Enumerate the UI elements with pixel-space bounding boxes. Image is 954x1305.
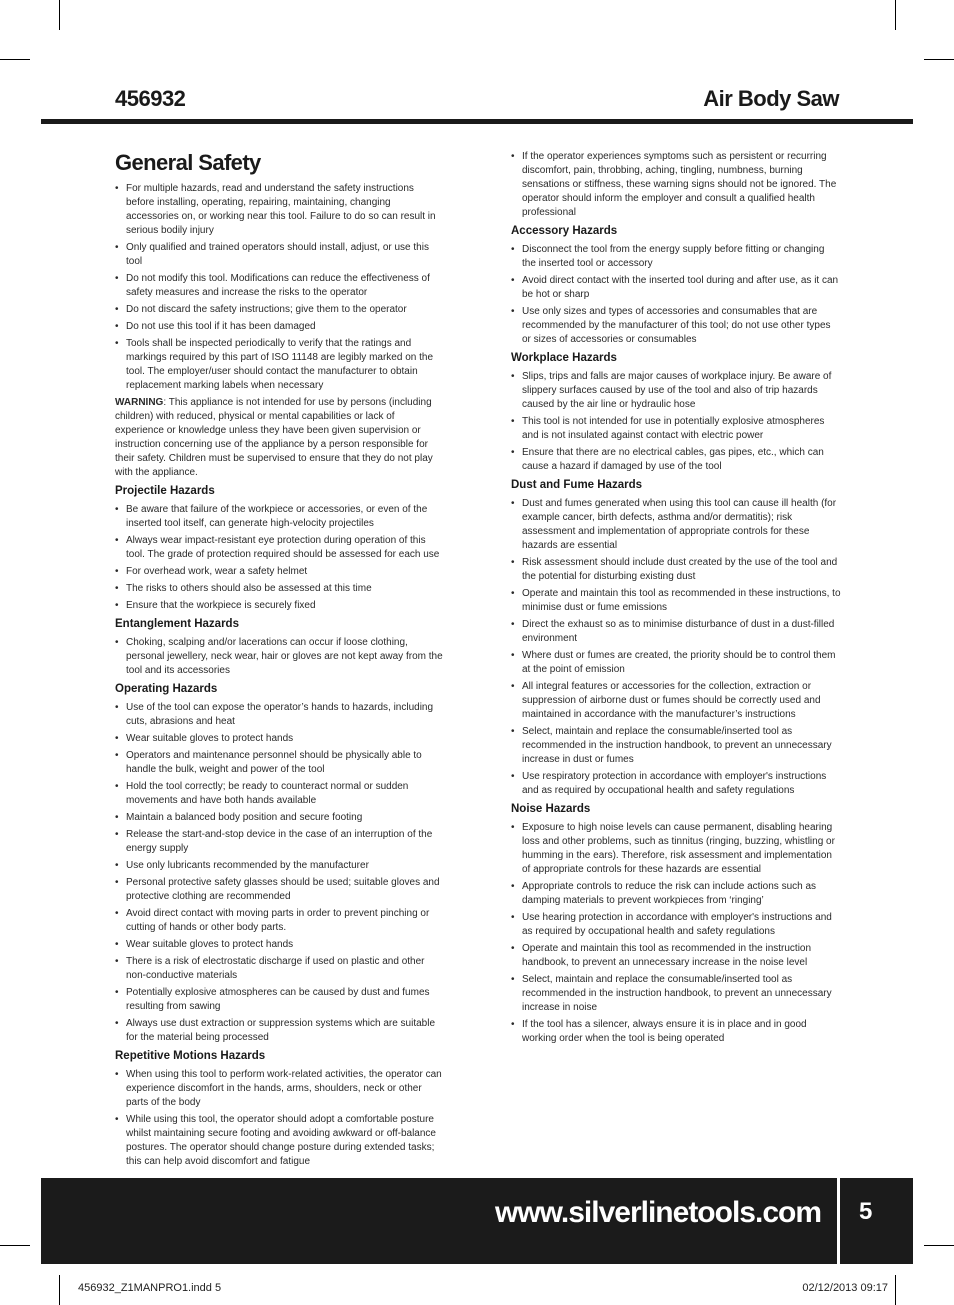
general-safety-list (115, 182, 445, 393)
list-item: • For overhead work, wear a safety helmet (115, 565, 445, 579)
list-item: • Personal protective safety glasses should be used; suitable gloves and protective clothing are recommended (115, 876, 445, 904)
list-item: • Use only lubricants recommended by the manufacturer (115, 859, 445, 873)
list-item: • This tool is not intended for use in potentially explosive atmospheres and is not insulated against contact with electric power (511, 415, 841, 443)
repetitive-continued-list (511, 150, 841, 220)
crop-mark (924, 59, 954, 60)
crop-mark (924, 1245, 954, 1246)
list-item: • Slips, trips and falls are major causes of workplace injury. Be aware of slippery surfaces caused by use of the tool and also of trip hazards caused by the air line or hydraulic hose (511, 370, 841, 412)
crop-mark (895, 1275, 896, 1305)
warning-text: : This appliance is not intended for use by persons (including children) with reduced, physical or mental capabilities or lack of experience or knowledge unless they have been given supervision or instruction concerning use of the appliance by a person responsible for their safety. Children must be supervised to ensure that they do not play with the appliance. (115, 397, 433, 478)
list-item: • Wear suitable gloves to protect hands (115, 732, 445, 746)
section-heading: Operating Hazards (115, 683, 218, 695)
list-item: • For multiple hazards, read and understand the safety instructions before installing, operating, repairing, maintaining, changing accessories on, or working near this tool. Failure to do so can result in serious bodily injury (115, 182, 445, 238)
section-heading: Noise Hazards (511, 803, 591, 815)
warning-label: WARNING (115, 397, 164, 408)
list-item: • Risk assessment should include dust created by the use of the tool and the potential for disturbing existing dust (511, 556, 841, 584)
slug-datetime: 02/12/2013 09:17 (802, 1282, 888, 1294)
crop-mark (59, 1275, 60, 1305)
crop-mark (59, 0, 60, 30)
list-item: • Operate and maintain this tool as recommended in these instructions, to minimise dust or fume emissions (511, 587, 841, 615)
list-item: • Ensure that there are no electrical cables, gas pipes, etc., which can cause a hazard if damaged by use of the tool (511, 446, 841, 474)
accessory-hazards-list (511, 243, 841, 347)
page-title: General Safety (115, 150, 261, 175)
list-item: • Maintain a balanced body position and secure footing (115, 811, 445, 825)
list-item: • Where dust or fumes are created, the priority should be to control them at the point of emission (511, 649, 841, 677)
entanglement-hazards-list (115, 636, 445, 678)
list-item: • Select, maintain and replace the consumable/inserted tool as recommended in the instruction handbook, to prevent an unnecessary increase in noise (511, 973, 841, 1015)
list-item: • Operators and maintenance personnel should be physically able to handle the bulk, weight and power of the tool (115, 749, 445, 777)
section-heading: Dust and Fume Hazards (511, 479, 642, 491)
list-item: • Ensure that the workpiece is securely fixed (115, 599, 445, 613)
list-item: • While using this tool, the operator should adopt a comfortable posture whilst maintaining secure footing and avoiding awkward or off-balance postures. The operator should change posture during extended tasks; this can help avoid discomfort and fatigue (115, 1113, 445, 1169)
website-url[interactable]: www.silverlinetools.com (495, 1196, 821, 1229)
list-item: • Operate and maintain this tool as recommended in the instruction handbook, to prevent an unnecessary increase in the noise level (511, 942, 841, 970)
list-item: • Hold the tool correctly; be ready to counteract normal or sudden movements and have both hands available (115, 780, 445, 808)
section-heading: Projectile Hazards (115, 485, 215, 497)
list-item: • Do not use this tool if it has been damaged (115, 320, 445, 334)
list-item: • Choking, scalping and/or lacerations can occur if loose clothing, personal jewellery, neck wear, hair or gloves are not kept away from the tool and its accessories (115, 636, 445, 678)
section-heading: Workplace Hazards (511, 352, 617, 364)
dust-fume-hazards-list (511, 497, 841, 798)
model-number: 456932 (115, 86, 186, 111)
list-item: • Disconnect the tool from the energy supply before fitting or changing the inserted tool or accessory (511, 243, 841, 271)
list-item: • Dust and fumes generated when using this tool can cause ill health (for example cancer, birth defects, asthma and/or dermatitis); risk assessment and implementation of appropriate controls for these hazards are essential (511, 497, 841, 553)
section-heading: Entanglement Hazards (115, 618, 239, 630)
list-item: • If the tool has a silencer, always ensure it is in place and in good working order when the tool is being operated (511, 1018, 841, 1046)
list-item: • Wear suitable gloves to protect hands (115, 938, 445, 952)
slug-filename: 456932_Z1MANPRO1.indd 5 (78, 1282, 222, 1294)
list-item: • There is a risk of electrostatic discharge if used on plastic and other non-conductive materials (115, 955, 445, 983)
list-item: • Use only sizes and types of accessories and consumables that are recommended by the manufacturer of this tool; do not use other types or sizes of accessories or consumables (511, 305, 841, 347)
list-item: • Select, maintain and replace the consumable/inserted tool as recommended in the instruction handbook, to prevent an unnecessary increase in dust or fumes (511, 725, 841, 767)
list-item: • Avoid direct contact with the inserted tool during and after use, as it can be hot or sharp (511, 274, 841, 302)
list-item: • Exposure to high noise levels can cause permanent, disabling hearing loss and other problems, such as tinnitus (ringing, buzzing, whistling or humming in the ears). Therefore, risk assessment and implementation of appropriate controls for these hazards are essential (511, 821, 841, 877)
list-item: • Be aware that failure of the workpiece or accessories, or even of the inserted tool itself, can generate high-velocity projectiles (115, 503, 445, 531)
list-item: • Use hearing protection in accordance with employer's instructions and as required by occupational health and safety regulations (511, 911, 841, 939)
list-item: • Use respiratory protection in accordance with employer's instructions and as required by occupational health and safety regulations (511, 770, 841, 798)
section-heading: Repetitive Motions Hazards (115, 1050, 266, 1062)
crop-mark (0, 59, 30, 60)
header-divider (41, 119, 913, 124)
list-item: • Direct the exhaust so as to minimise disturbance of dust in a dust-filled environment (511, 618, 841, 646)
page-number: 5 (859, 1198, 873, 1225)
list-item: • Tools shall be inspected periodically to verify that the ratings and markings required by this part of ISO 11148 are legibly marked on the tool. The employer/user should contact the manufacturer to obtain replacement marking labels when necessary (115, 337, 445, 393)
workplace-hazards-list (511, 370, 841, 474)
list-item: • Only qualified and trained operators should install, adjust, or use this tool (115, 241, 445, 269)
product-name: Air Body Saw (703, 86, 839, 111)
repetitive-motions-list (115, 1068, 445, 1169)
list-item: • The risks to others should also be assessed at this time (115, 582, 445, 596)
list-item: • Potentially explosive atmospheres can be caused by dust and fumes resulting from sawing (115, 986, 445, 1014)
section-heading: Accessory Hazards (511, 225, 618, 237)
list-item: • Avoid direct contact with moving parts in order to prevent pinching or cutting of hands or other body parts. (115, 907, 445, 935)
list-item: • Use of the tool can expose the operator’s hands to hazards, including cuts, abrasions and heat (115, 701, 445, 729)
noise-hazards-list (511, 821, 841, 1046)
list-item: • Always wear impact-resistant eye protection during operation of this tool. The grade of protection required should be assessed for each use (115, 534, 445, 562)
list-item: • Do not modify this tool. Modifications can reduce the effectiveness of safety measures and increase the risks to the operator (115, 272, 445, 300)
right-column (511, 150, 841, 1049)
list-item: • If the operator experiences symptoms such as persistent or recurring discomfort, pain, throbbing, aching, tingling, numbness, burning sensations or stiffness, these warning signs should not be ignored. The operator should inform the employer and consult a qualified health professional (511, 150, 841, 220)
list-item: • Appropriate controls to reduce the risk can include actions such as damping materials to prevent workpieces from ‘ringing’ (511, 880, 841, 908)
list-item: • All integral features or accessories for the collection, extraction or suppression of airborne dust or fumes should be correctly used and maintained in accordance with the manufacturer’s instructions (511, 680, 841, 722)
crop-mark (895, 0, 896, 30)
footer-bar (41, 1178, 837, 1264)
projectile-hazards-list (115, 503, 445, 613)
left-column (115, 148, 445, 1172)
list-item: • Always use dust extraction or suppression systems which are suitable for the material being processed (115, 1017, 445, 1045)
page-number-box (840, 1178, 913, 1264)
list-item: • Do not discard the safety instructions; give them to the operator (115, 303, 445, 317)
list-item: • Release the start-and-stop device in the case of an interruption of the energy supply (115, 828, 445, 856)
crop-mark (0, 1245, 30, 1246)
list-item: • When using this tool to perform work-related activities, the operator can experience discomfort in the hands, arms, shoulders, neck or other parts of the body (115, 1068, 445, 1110)
warning-paragraph (115, 396, 445, 480)
operating-hazards-list (115, 701, 445, 1045)
